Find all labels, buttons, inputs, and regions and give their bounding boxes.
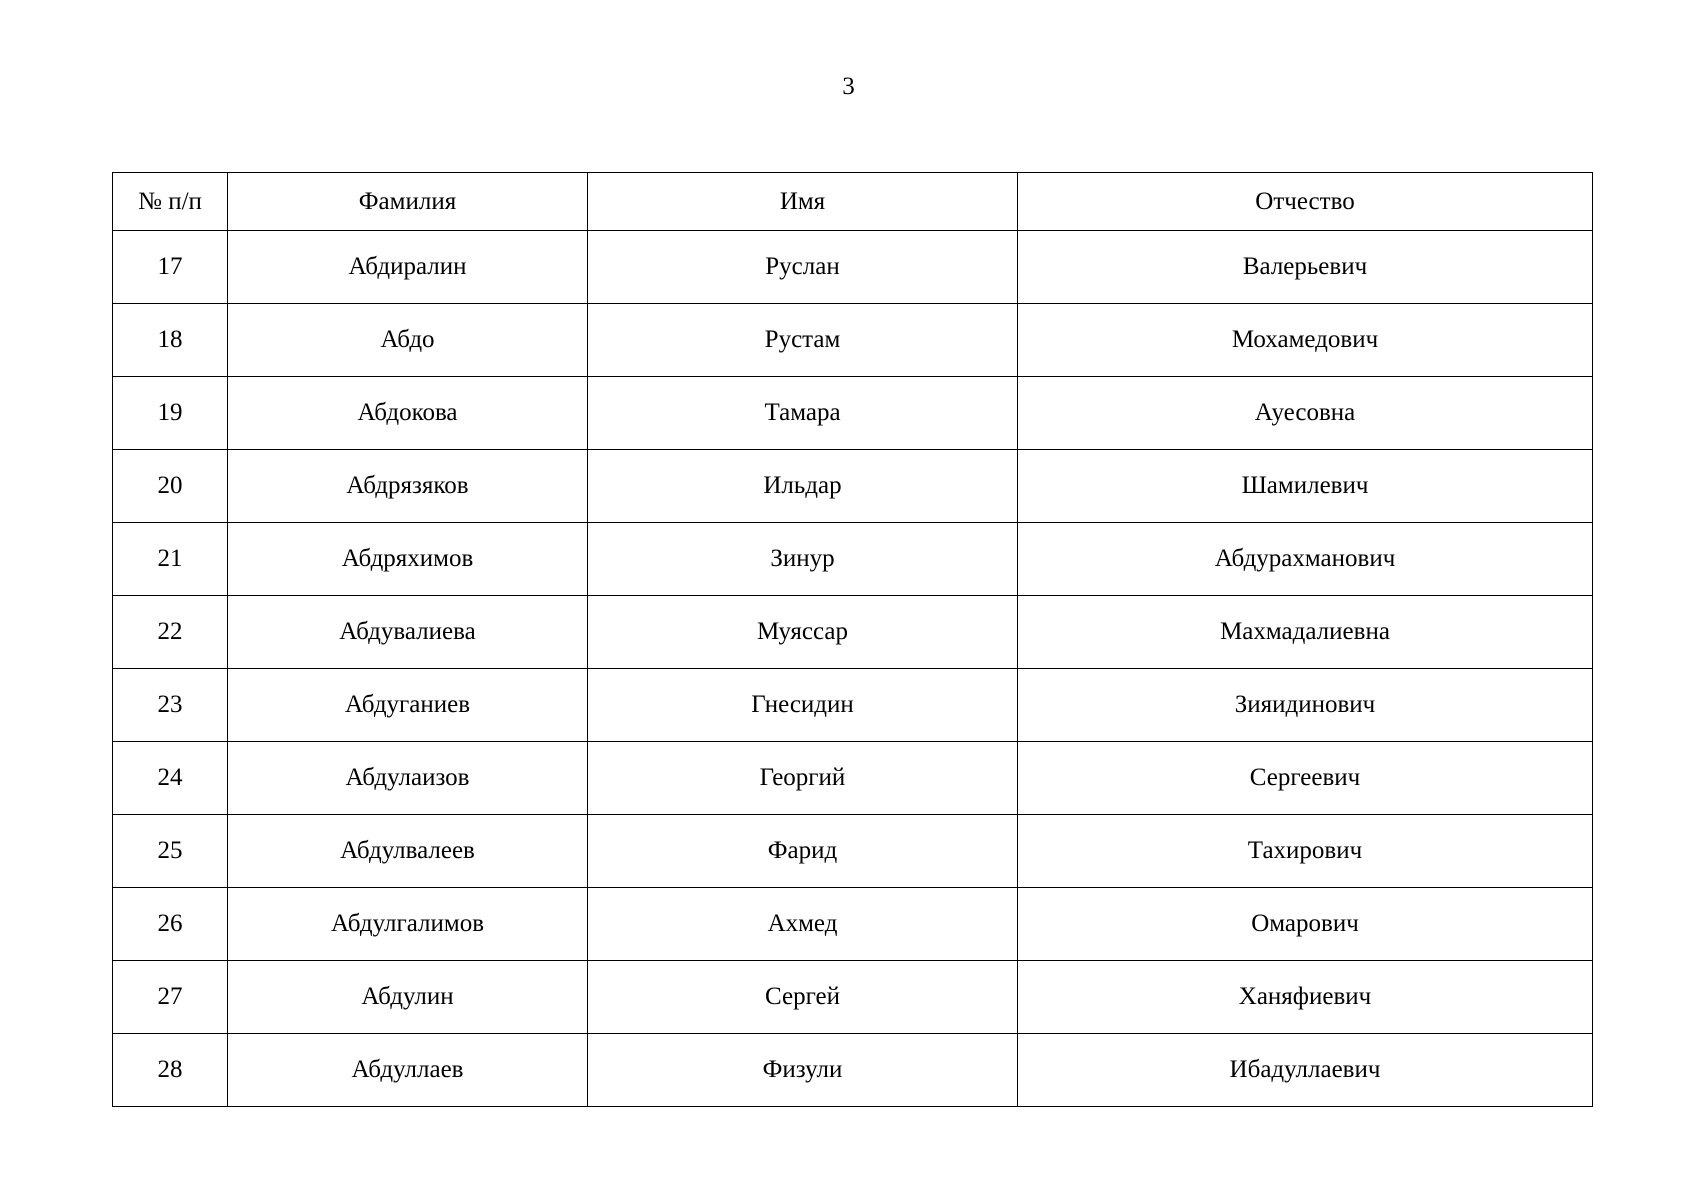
cell-number: 22 — [113, 596, 228, 669]
table-row — [113, 523, 1593, 596]
cell-patronymic: Зияидинович — [1018, 669, 1593, 742]
table-row — [113, 304, 1593, 377]
cell-surname: Абдрязяков — [228, 450, 588, 523]
table-row — [113, 377, 1593, 450]
cell-surname: Абдулгалимов — [228, 888, 588, 961]
cell-number: 17 — [113, 231, 228, 304]
table-row — [113, 450, 1593, 523]
cell-number: 23 — [113, 669, 228, 742]
cell-surname: Абдо — [228, 304, 588, 377]
header-number: № п/п — [113, 173, 228, 231]
cell-patronymic: Махмадалиевна — [1018, 596, 1593, 669]
cell-first-name: Физули — [588, 1034, 1018, 1107]
table-header-row — [113, 173, 1593, 231]
cell-number: 27 — [113, 961, 228, 1034]
cell-patronymic: Сергеевич — [1018, 742, 1593, 815]
table-row — [113, 742, 1593, 815]
names-table — [112, 172, 1593, 1107]
cell-first-name: Зинур — [588, 523, 1018, 596]
cell-surname: Абдуллаев — [228, 1034, 588, 1107]
cell-patronymic: Абдурахманович — [1018, 523, 1593, 596]
cell-first-name: Фарид — [588, 815, 1018, 888]
cell-surname: Абдиралин — [228, 231, 588, 304]
cell-patronymic: Ханяфиевич — [1018, 961, 1593, 1034]
table-row — [113, 231, 1593, 304]
cell-surname: Абдувалиева — [228, 596, 588, 669]
cell-first-name: Муяссар — [588, 596, 1018, 669]
cell-first-name: Тамара — [588, 377, 1018, 450]
cell-patronymic: Ауесовна — [1018, 377, 1593, 450]
header-patronymic: Отчество — [1018, 173, 1593, 231]
cell-number: 28 — [113, 1034, 228, 1107]
cell-patronymic: Омарович — [1018, 888, 1593, 961]
cell-surname: Абдряхимов — [228, 523, 588, 596]
table-row — [113, 596, 1593, 669]
header-first-name: Имя — [588, 173, 1018, 231]
cell-first-name: Ахмед — [588, 888, 1018, 961]
page-number: 3 — [842, 73, 855, 100]
cell-number: 24 — [113, 742, 228, 815]
cell-first-name: Гнесидин — [588, 669, 1018, 742]
cell-patronymic: Шамилевич — [1018, 450, 1593, 523]
cell-surname: Абдуганиев — [228, 669, 588, 742]
cell-patronymic: Ибадуллаевич — [1018, 1034, 1593, 1107]
cell-surname: Абдулин — [228, 961, 588, 1034]
cell-number: 26 — [113, 888, 228, 961]
cell-surname: Абдулвалеев — [228, 815, 588, 888]
cell-first-name: Георгий — [588, 742, 1018, 815]
cell-number: 18 — [113, 304, 228, 377]
cell-number: 19 — [113, 377, 228, 450]
table-row — [113, 961, 1593, 1034]
cell-first-name: Рустам — [588, 304, 1018, 377]
table-row — [113, 815, 1593, 888]
cell-first-name: Сергей — [588, 961, 1018, 1034]
cell-patronymic: Тахирович — [1018, 815, 1593, 888]
cell-surname: Абдулаизов — [228, 742, 588, 815]
header-surname: Фамилия — [228, 173, 588, 231]
cell-patronymic: Мохамедович — [1018, 304, 1593, 377]
table-row — [113, 1034, 1593, 1107]
cell-number: 20 — [113, 450, 228, 523]
cell-first-name: Руслан — [588, 231, 1018, 304]
table-row — [113, 888, 1593, 961]
cell-first-name: Ильдар — [588, 450, 1018, 523]
cell-surname: Абдокова — [228, 377, 588, 450]
cell-number: 25 — [113, 815, 228, 888]
cell-number: 21 — [113, 523, 228, 596]
table-row — [113, 669, 1593, 742]
cell-patronymic: Валерьевич — [1018, 231, 1593, 304]
